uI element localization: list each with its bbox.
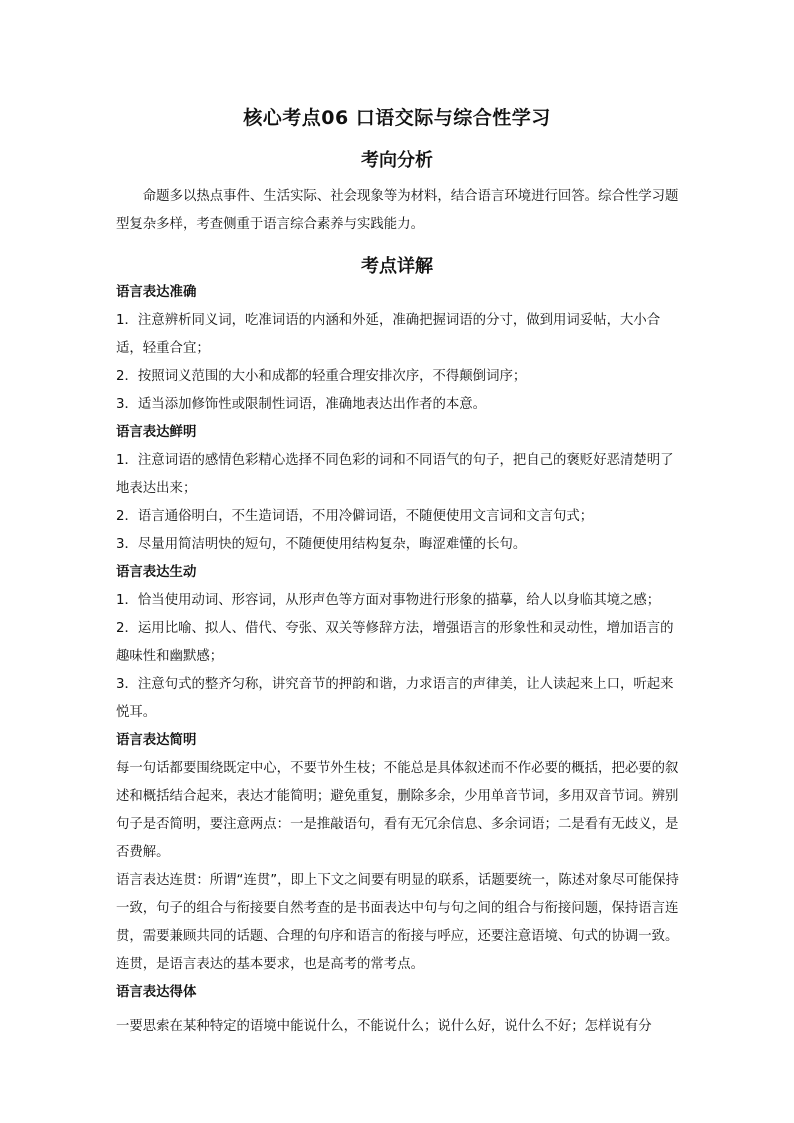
- section-item: 3．适当添加修饰性或限制性词语，准确地表达出作者的本意。: [116, 397, 487, 412]
- section-item: 1．注意词语的感情色彩精心选择不同色彩的词和不同语气的句子，把自己的褒贬好恶清楚明了地表达出来；: [116, 453, 674, 496]
- section-item: 每一句话都要围绕既定中心，不要节外生枝；不能总是具体叙述而不作必要的概括，把必要的叙述和概括结合起来，表达才能简明；避免重复，删除多余，少用单音节词，多用双音节词。辨别句子是否简明，要注意两点：一是推敲语句，看有无冗余信息、多余词语；二是看有无歧义，是否费解。: [116, 761, 679, 860]
- section-item: 1．注意辨析同义词，吃准词语的内涵和外延，准确把握词语的分寸，做到用词妥帖，大小合适，轻重合宜；: [116, 313, 661, 356]
- details-body: [116, 279, 684, 1041]
- section-item: 3．尽量用简洁明快的短句，不随便使用结构复杂，晦涩难懂的长句。: [116, 537, 527, 552]
- section-lively: [116, 559, 684, 727]
- section-item: 3．注意句式的整齐匀称，讲究音节的押韵和谐，力求语言的声律美，让人读起来上口，听起来悦耳。: [116, 677, 674, 720]
- section-appropriate: [116, 979, 684, 1041]
- section-item: 语言表达连贯：所谓“连贯”，即上下文之间要有明显的联系，话题要统一，陈述对象尽可能保持一致，句子的组合与衔接要自然考查的是书面表达中句与句之间的组合与衔接问题，保持语言连贯，需要兼顾共同的话题、合理的句序和语言的衔接与呼应，还要注意语境、句式的协调一致。连贯，是语言表达的基本要求，也是高考的常考点。: [116, 873, 679, 972]
- section-title: 语言表达准确: [116, 285, 197, 300]
- section-concise: [116, 727, 684, 979]
- section-item: 一要思索在某种特定的语境中能说什么，不能说什么；说什么好，说什么不好；怎样说有分: [116, 1019, 652, 1034]
- section-item: 2．按照词义范围的大小和成都的轻重合理安排次序，不得颠倒词序；: [116, 369, 527, 384]
- section-item: 2．语言通俗明白，不生造词语，不用冷僻词语，不随便使用文言词和文言句式；: [116, 509, 594, 524]
- document-title: 核心考点06 口语交际与综合性学习: [243, 107, 551, 129]
- section-title: 语言表达生动: [116, 565, 197, 580]
- section-title: 语言表达鲜明: [116, 425, 197, 440]
- analysis-body: [116, 183, 684, 239]
- section-accurate: [116, 279, 684, 419]
- details-heading: 考点详解: [361, 256, 433, 277]
- section-vivid-clear: [116, 419, 684, 559]
- analysis-paragraph: 命题多以热点事件、生活实际、社会现象等为材料，结合语言环境进行回答。综合性学习题型复杂多样，考查侧重于语言综合素养与实践能力。: [116, 189, 679, 232]
- section-item: 1．恰当使用动词、形容词，从形声色等方面对事物进行形象的描摹，给人以身临其境之感；: [116, 593, 661, 608]
- section-title: 语言表达得体: [116, 985, 197, 1000]
- analysis-heading: 考向分析: [361, 150, 433, 171]
- section-title: 语言表达简明: [116, 733, 197, 748]
- section-item: 2．运用比喻、拟人、借代、夸张、双关等修辞方法，增强语言的形象性和灵动性，增加语言的趣味性和幽默感；: [116, 621, 674, 664]
